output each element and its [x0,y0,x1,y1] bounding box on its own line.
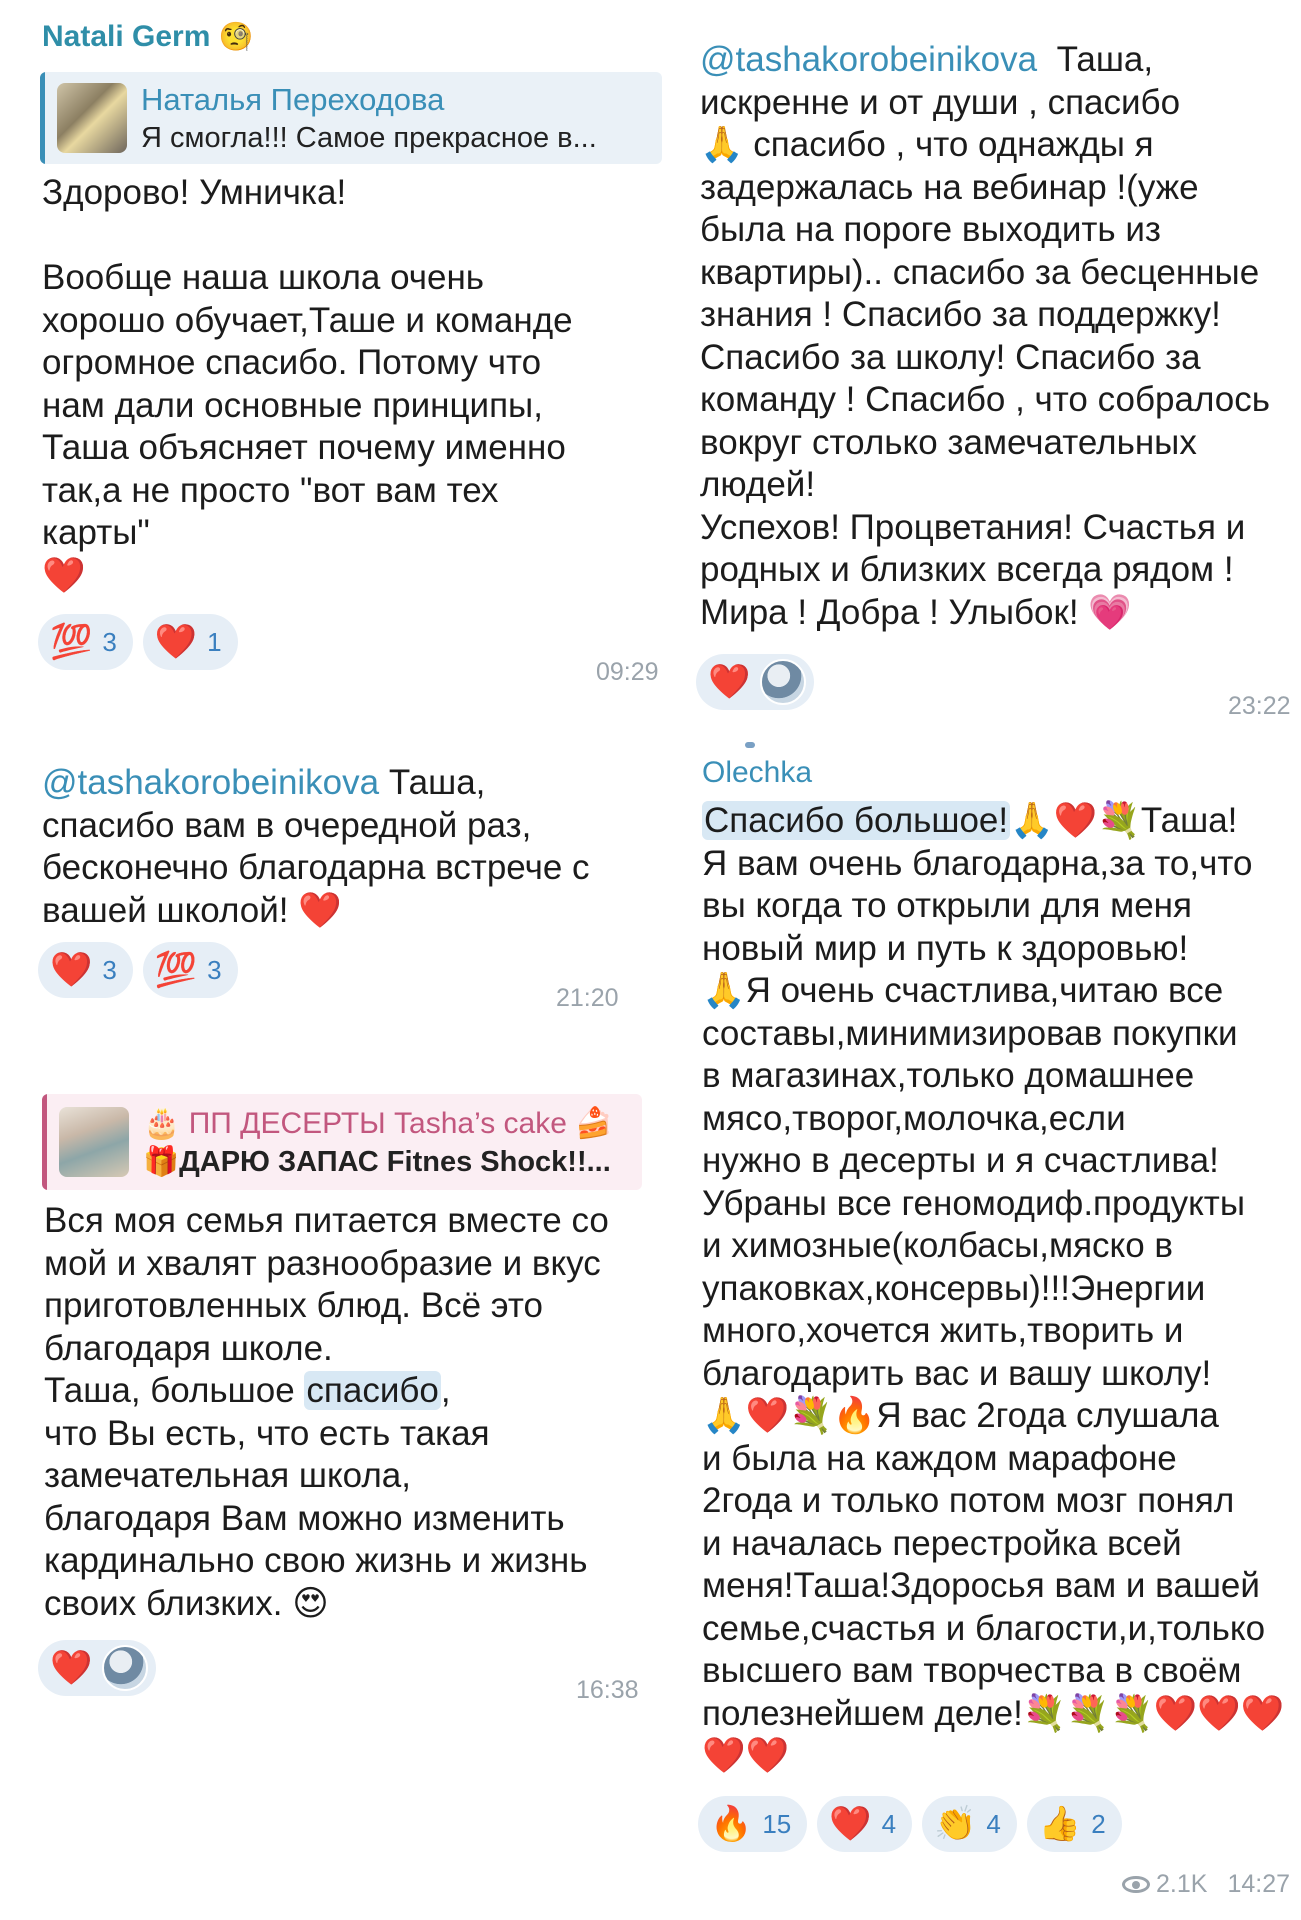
reply-thumbnail [59,1107,129,1177]
reply-bar [42,1094,47,1190]
reactions [38,1640,156,1696]
reactor-avatar[interactable] [102,1645,148,1691]
reply-title: Наталья Переходова [141,81,445,117]
message-text: Здорово! Умничка! Вообще наша школа очень хорошо обучает,Таше и команде огромное спасибо. Потому что нам дали основные принципы, Таша объясняет почему именно так,а не просто "вот вам тех карты" ❤️ [42,173,573,595]
reply-preview[interactable] [42,1094,642,1190]
divider-dot [745,742,755,748]
message-text: @tashakorobeinikova Таша, искренне и от души , спасибо 🙏 спасибо , что однажды я задержалась на вебинар !(уже была на пороге выходить из квартиры).. спасибо за бесценные знания ! Спасибо за поддержку! Спасибо за школу! Спасибо за команду ! Спасибо , что собралось вокруг столько замечательных людей! Успехов! Процветания! Счастья и родных и близких всегда рядом ! Мира ! Добра ! Улыбок! 💗 [700,40,1270,632]
reply-bar [40,72,45,164]
highlighted-word: спасибо [306,1371,439,1410]
message-meta [1122,1870,1290,1899]
message-time: 09:29 [596,658,659,686]
reaction-count: 1 [207,626,222,657]
sender-emoji: 🧐 [218,21,254,52]
reply-preview[interactable] [40,72,662,164]
reaction-count: 2 [1091,1808,1106,1839]
reaction-count: 3 [207,954,222,985]
reaction-100[interactable] [143,942,238,998]
heart-icon: ❤️ [50,951,93,989]
thumbs-up-icon: 👍 [1038,1805,1082,1843]
reactions [38,614,238,670]
message-time: 21:20 [556,984,619,1012]
reaction-count: 3 [102,626,117,657]
eye-icon [1122,1876,1150,1893]
hundred-points-icon: 💯 [154,951,198,989]
message-time: 14:27 [1227,1870,1290,1898]
heart-icon: ❤️ [708,663,751,701]
user-mention[interactable]: @tashakorobeinikova [700,40,1038,79]
reaction-heart[interactable] [38,1640,156,1696]
message-time: 23:22 [1228,692,1291,720]
reaction-heart[interactable] [38,942,133,998]
reactor-avatar[interactable] [760,659,806,705]
hundred-points-icon: 💯 [50,623,93,661]
reaction-count: 15 [762,1808,792,1839]
user-mention[interactable]: @tashakorobeinikova [42,763,380,802]
reply-thumbnail [57,83,127,153]
reaction-count: 3 [102,954,117,985]
reaction-thumbs-up[interactable] [1027,1796,1122,1852]
view-count: 2.1K [1156,1870,1208,1898]
reactions [696,654,814,710]
reaction-100[interactable] [38,614,133,670]
reaction-count: 4 [881,1808,897,1839]
reaction-count: 4 [986,1808,1001,1839]
fire-icon: 🔥 [710,1805,753,1843]
reactions [38,942,238,998]
reaction-heart[interactable] [817,1796,912,1852]
heart-icon: ❤️ [154,623,198,661]
message-time: 16:38 [576,1676,639,1704]
message-text: @tashakorobeinikova Таша, спасибо вам в очередной раз, бесконечно благодарна встрече с вашей школой! ❤️ [42,763,590,930]
highlighted-phrase: Спасибо большое! [704,801,1009,840]
reactions [698,1796,1122,1852]
heart-icon: ❤️ [829,1805,872,1843]
reaction-clap[interactable] [922,1796,1017,1852]
reaction-heart[interactable] [696,654,814,710]
message-text: Вся моя семья питается вместе со мой и хвалят разнообразие и вкус приготовленных блюд. Всё это благодаря школе. Таша, большое спасибо, что Вы есть, что есть такая замечательная школа, благодаря Вам можно изменить кардинально свою жизнь и жизнь своих близких. 😍 [44,1201,609,1623]
clapping-hands-icon: 👏 [934,1805,977,1843]
heart-icon: ❤️ [50,1649,93,1687]
sender-name[interactable]: Natali Germ 🧐 [42,20,254,53]
reply-title: 🎂 ПП ДЕСЕРТЫ Tasha’s cake 🍰 [143,1106,613,1140]
reply-text: 🎁ДАРЮ ЗАПАС Fitnes Shock!!... [143,1145,611,1178]
sender-name[interactable]: Olechka [702,756,813,789]
message-text: Спасибо большое!🙏❤️💐Таша! Я вам очень благодарна,за то,что вы когда то открыли для меня новый мир и путь к здоровью! 🙏Я очень счастлива,читаю все составы,минимизировав покупки в магазинах,только домашнее мясо,творог,молочка,если нужно в десерты и я счастлива! Убраны все геномодиф.продукты и химозные(колбасы,мяско в упаковках,консервы)!!!Энергии много,хочется жить,творить и благодарить вас и вашу школу! 🙏❤️💐🔥Я вас 2года слушала и была на каждом марафоне 2года и только потом мозг понял и началась перестройка всей меня!Таша!Здоросья вам и вашей семье,счастья и благости,и,только высшего вам творчества в своём полезнейшем деле!💐💐💐❤️❤️❤️ ❤️❤️ [702,801,1285,1775]
reaction-heart[interactable] [143,614,238,670]
reply-text: Я смогла!!! Самое прекрасное в... [141,121,597,154]
reaction-fire[interactable] [698,1796,807,1852]
